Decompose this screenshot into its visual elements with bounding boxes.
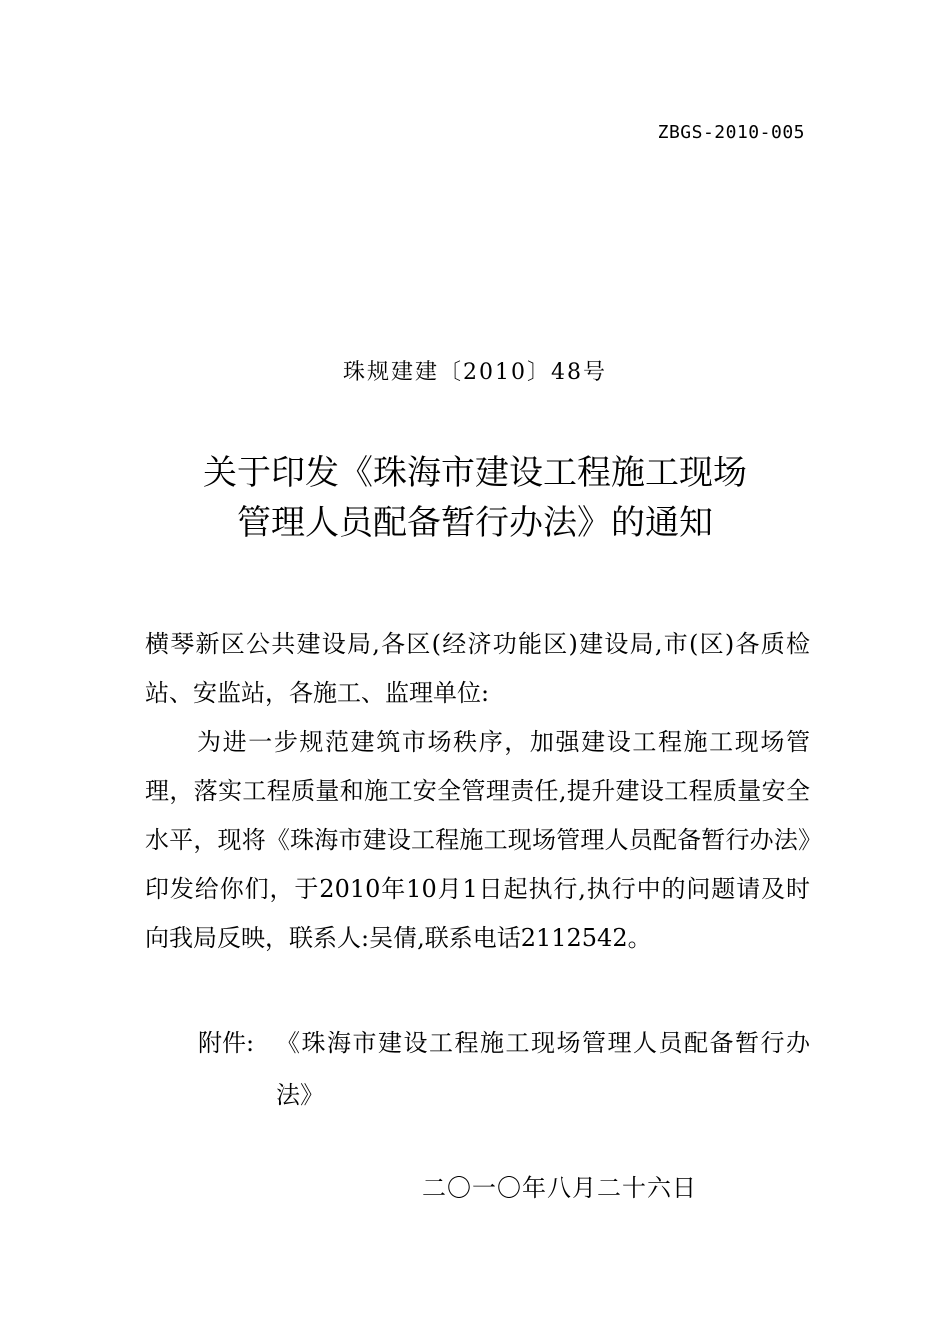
attachment-row (198, 1017, 810, 1121)
document-title (0, 448, 950, 548)
issue-date: 二〇一〇年八月二十六日 (422, 1174, 697, 1202)
reference-number: 珠规建建〔2010〕48号 (343, 360, 607, 385)
title-line-1: 关于印发《珠海市建设工程施工现场 (203, 453, 747, 493)
main-paragraph: 为进一步规范建筑市场秩序，加强建设工程施工现场管理，落实工程质量和施工安全管理责任,提升建设工程质量安全水平，现将《珠海市建设工程施工现场管理人员配备暂行办法》印发给你们，于2010年10月1日起执行,执行中的问题请及时向我局反映，联系人:吴倩,联系电话2112542。 (145, 728, 810, 952)
attachment-section (198, 1017, 810, 1121)
document-body (145, 620, 810, 963)
document-code: ZBGS-2010-005 (657, 122, 805, 143)
recipients-paragraph: 横琴新区公共建设局,各区(经济功能区)建设局,市(区)各质检站、安监站，各施工、监理单位: (145, 630, 810, 707)
title-line-2: 管理人员配备暂行办法》的通知 (237, 503, 713, 543)
attachment-title: 《珠海市建设工程施工现场管理人员配备暂行办法》 (276, 1029, 810, 1109)
attachment-label: 附件: (198, 1029, 255, 1057)
